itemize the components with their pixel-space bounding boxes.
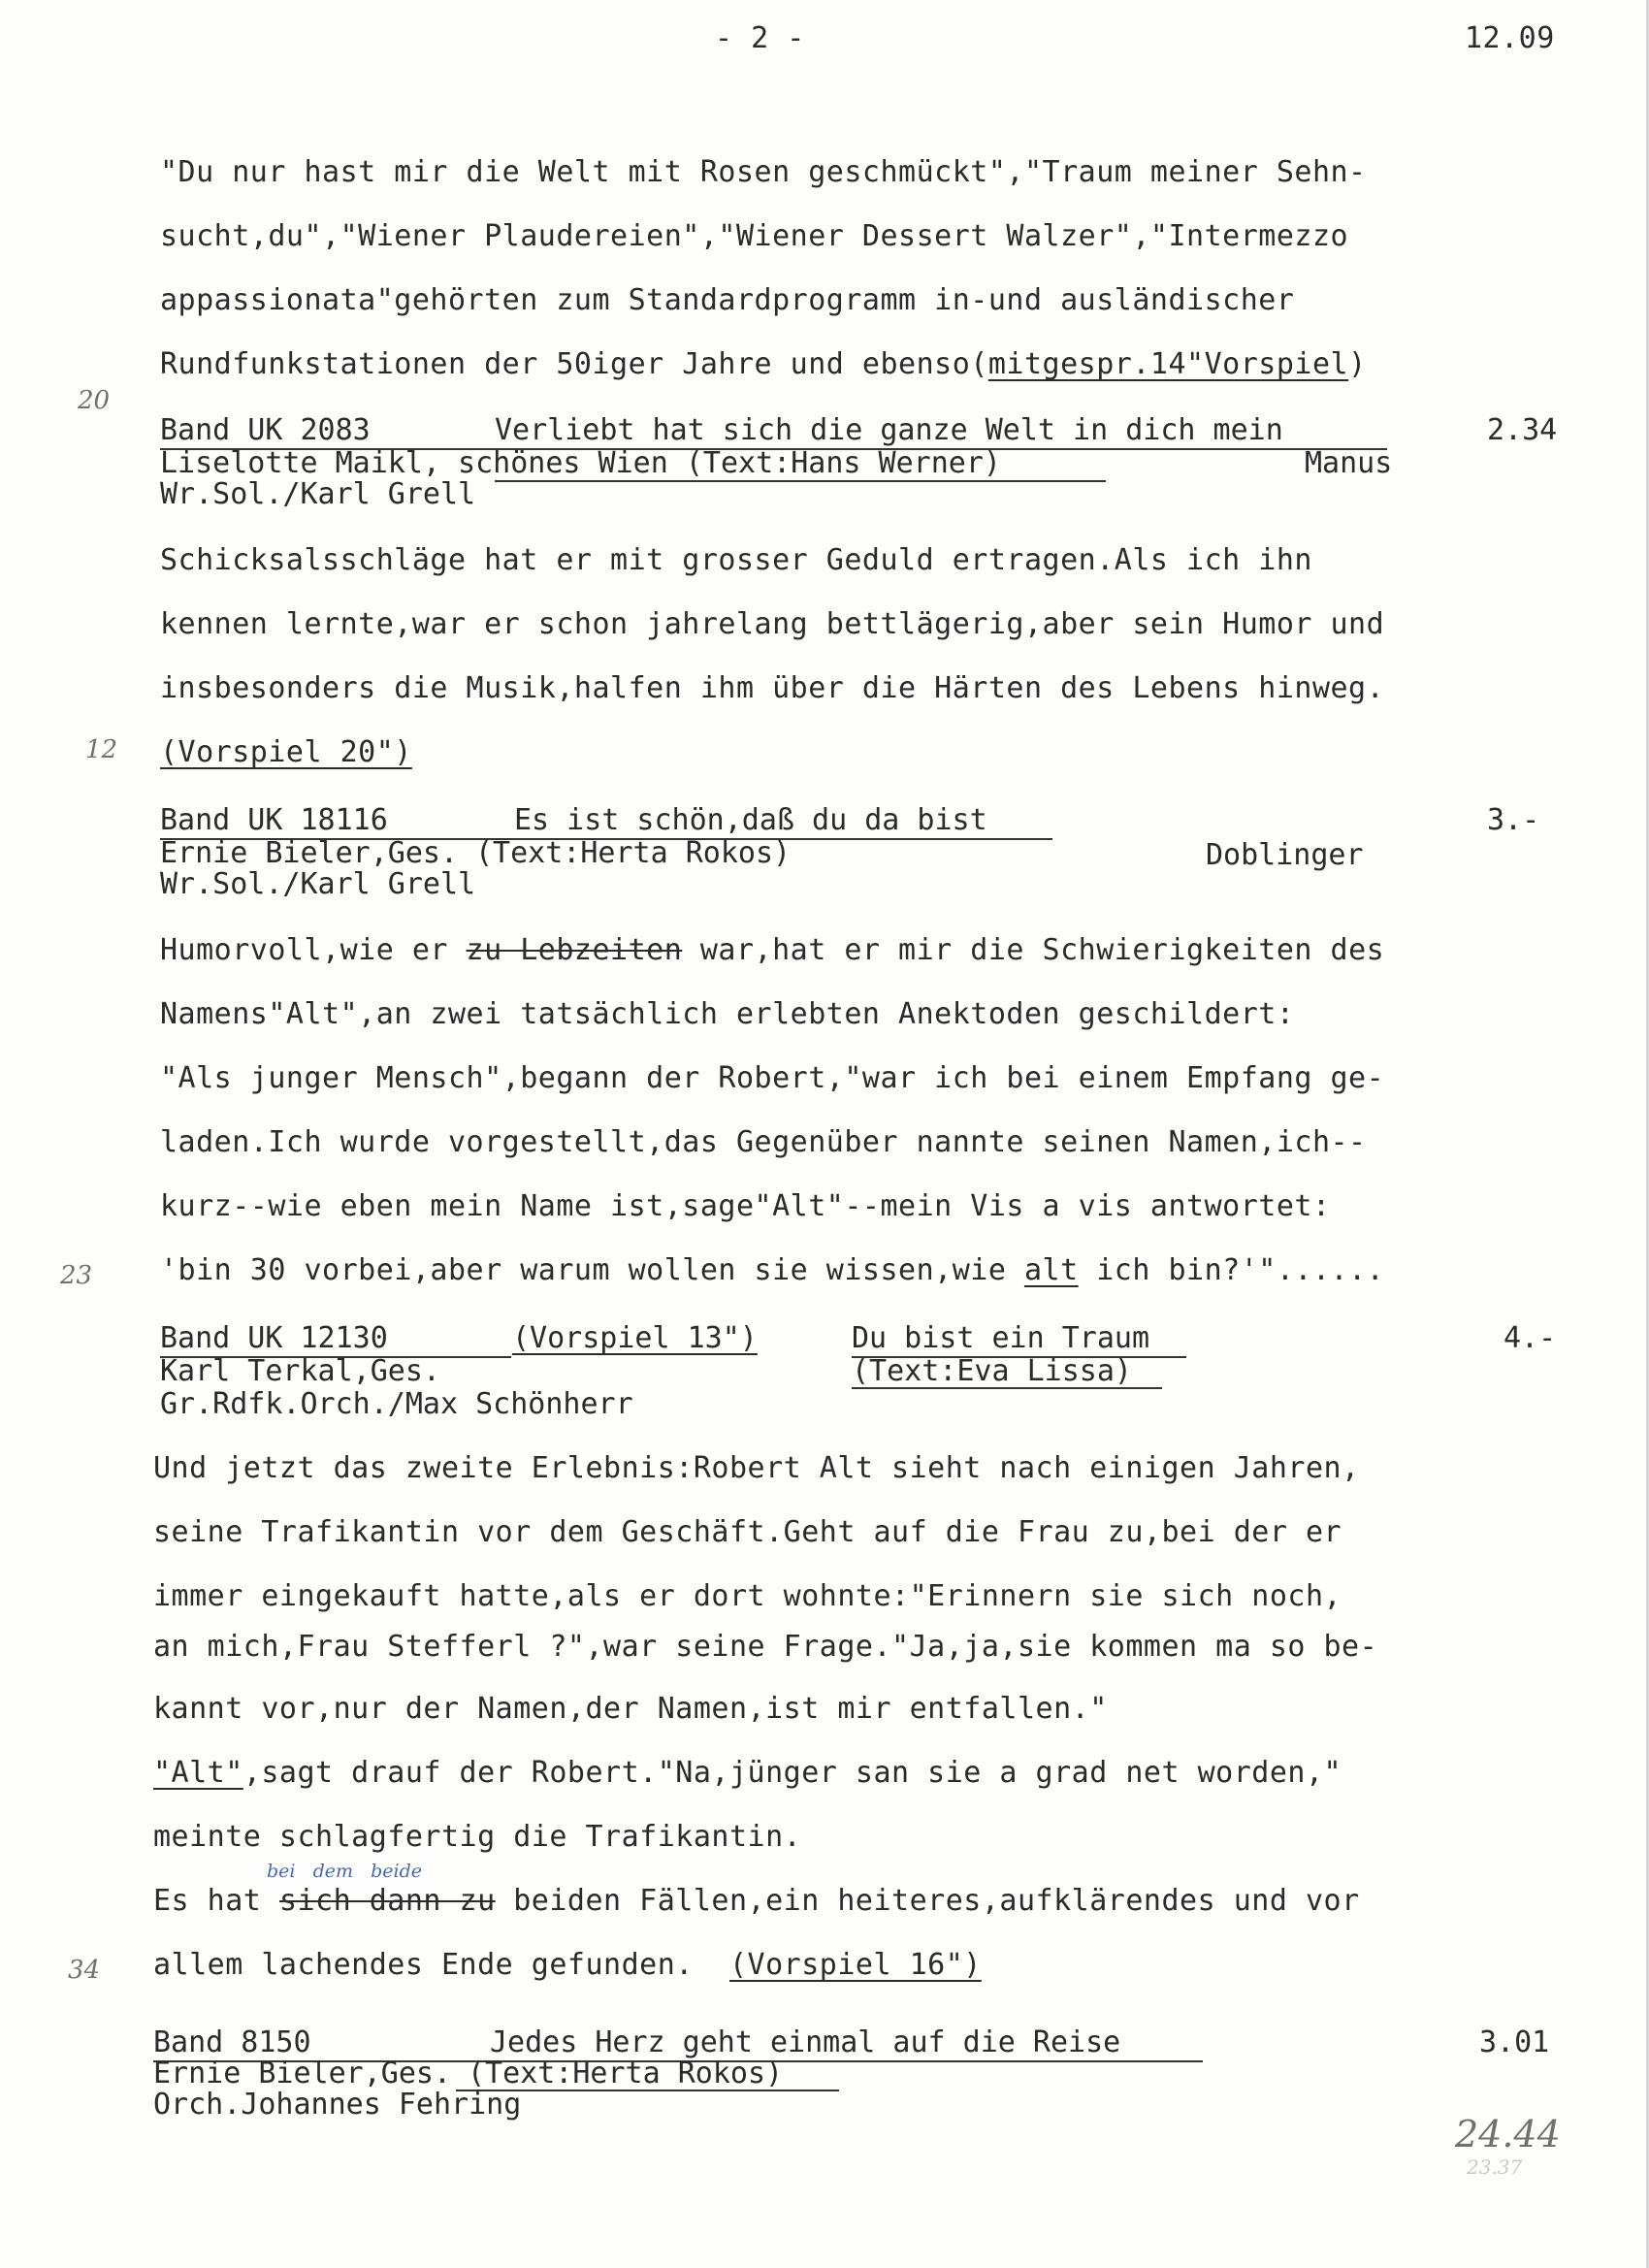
p1-line-2: sucht,du","Wiener Plaudereien","Wiener Dessert Walzer","Intermezzo bbox=[160, 219, 1349, 253]
p3-line-6 bbox=[160, 1253, 1384, 1287]
entry-4-text-credit: (Text:Herta Rokos) bbox=[468, 2057, 784, 2090]
margin-note-34: 34 bbox=[68, 1956, 101, 1985]
p3-line-1-start: Humorvoll,wie er bbox=[160, 933, 467, 967]
entry-1-line-2 bbox=[160, 446, 1001, 480]
entry-4-orchestra: Orch.Johannes Fehring bbox=[153, 2088, 522, 2122]
margin-note-23: 23 bbox=[60, 1261, 93, 1290]
entry-3-vorspiel: (Vorspiel 13") bbox=[512, 1321, 758, 1355]
p5-line-2 bbox=[153, 1948, 982, 1982]
p3-struck-text: zu Lebzeiten bbox=[466, 933, 683, 967]
p5-line-1 bbox=[153, 1884, 1360, 1918]
p2-line-2: kennen lernte,war er schon jahrelang bettlägerig,aber sein Humor und bbox=[160, 607, 1385, 641]
p3-underlined-alt: alt bbox=[1023, 1253, 1079, 1287]
handwritten-total-faint: 23.37 bbox=[1467, 2155, 1523, 2179]
p2-line-3: insbesonders die Musik,halfen ihm über die Härten des Lebens hinweg. bbox=[160, 671, 1385, 705]
p3-line-3: "Als junger Mensch",begann der Robert,"war ich bei einem Empfang ge- bbox=[160, 1061, 1385, 1095]
p4-alt-quote: "Alt" bbox=[153, 1756, 243, 1790]
p3-line-2: Namens"Alt",an zwei tatsächlich erlebten Anektoden geschildert: bbox=[160, 997, 1295, 1031]
entry-1-performer: Liselotte Maikl, bbox=[160, 446, 440, 480]
entry-2-performer: Ernie Bieler,Ges. bbox=[160, 836, 459, 870]
entry-2-orchestra: Wr.Sol./Karl Grell bbox=[160, 867, 476, 901]
page-number: - 2 - bbox=[715, 21, 805, 55]
p4-line-6-rest: ,sagt drauf der Robert."Na,jünger san sie a grad net worden," bbox=[242, 1756, 1342, 1790]
entry-3-orchestra: Gr.Rdfk.Orch./Max Schönherr bbox=[160, 1387, 633, 1421]
p5-line-2-text: allem lachendes Ende gefunden. bbox=[153, 1948, 729, 1982]
handwritten-total: 24.44 bbox=[1455, 2113, 1561, 2155]
margin-note-12: 12 bbox=[85, 735, 118, 764]
margin-note-20: 20 bbox=[78, 386, 111, 415]
entry-2-publisher: Doblinger bbox=[1206, 838, 1364, 872]
page-code: 12.09 bbox=[1465, 21, 1555, 55]
p5-struck-text: sich dann zu bbox=[278, 1884, 496, 1918]
entry-2-duration: 3.- bbox=[1487, 803, 1540, 837]
entry-2-band: Band UK 18116 bbox=[160, 803, 388, 837]
p3-line-6-start: 'bin 30 vorbei,aber warum wollen sie wissen,wie bbox=[160, 1253, 1024, 1287]
p4-line-5: kannt vor,nur der Namen,der Namen,ist mir entfallen." bbox=[153, 1692, 1108, 1726]
p3-line-6-end: ich bin?'"...... bbox=[1078, 1253, 1385, 1287]
entry-1-publisher: Manus bbox=[1305, 446, 1393, 480]
p1-line-4-text: Rundfunkstationen der 50iger Jahre und ebenso( bbox=[160, 347, 988, 381]
entry-1-title-cont: schönes Wien bbox=[458, 446, 668, 480]
p3-line-5: kurz--wie eben mein Name ist,sage"Alt"--mein Vis a vis antwortet: bbox=[160, 1189, 1331, 1223]
p3-line-1-end: war,hat er mir die Schwierigkeiten des bbox=[682, 933, 1385, 967]
p4-line-7: meinte schlagfertig die Trafikantin. bbox=[153, 1820, 802, 1854]
entry-2-title: Es ist schön,daß du da bist bbox=[514, 803, 987, 837]
entry-1-orchestra: Wr.Sol./Karl Grell bbox=[160, 477, 476, 511]
entry-4-duration: 3.01 bbox=[1479, 2025, 1550, 2059]
p1-line-3: appassionata"gehörten zum Standardprogramm in-und ausländischer bbox=[160, 283, 1295, 317]
p5-line-1-end: beiden Fällen,ein heiteres,aufklärendes und vor bbox=[495, 1884, 1360, 1918]
entry-2-text-credit: (Text:Herta Rokos) bbox=[475, 836, 792, 870]
entry-4-band: Band 8150 bbox=[153, 2025, 311, 2059]
entry-3-credit-rule bbox=[852, 1387, 1162, 1389]
p1-line-1: "Du nur hast mir die Welt mit Rosen geschmückt","Traum meiner Sehn- bbox=[160, 155, 1367, 189]
p4-line-1: Und jetzt das zweite Erlebnis:Robert Alt sieht nach einigen Jahren, bbox=[153, 1451, 1360, 1485]
p4-line-3: immer eingekauft hatte,als er dort wohnte:"Erinnern sie sich noch, bbox=[153, 1579, 1342, 1613]
entry-3-performer: Karl Terkal,Ges. bbox=[160, 1354, 440, 1388]
entry-4-performer: Ernie Bieler,Ges. bbox=[153, 2057, 452, 2090]
p5-line-1-start: Es hat bbox=[153, 1884, 279, 1918]
entry-3-title: Du bist ein Traum bbox=[852, 1321, 1150, 1355]
p1-close-paren: ) bbox=[1348, 347, 1367, 381]
entry-4-title: Jedes Herz geht einmal auf die Reise bbox=[490, 2025, 1121, 2059]
p3-line-1 bbox=[160, 933, 1384, 967]
p5-vorspiel-note: (Vorspiel 16") bbox=[728, 1948, 982, 1982]
entry-3-duration: 4.- bbox=[1504, 1321, 1557, 1355]
p3-line-4: laden.Ich wurde vorgestellt,das Gegenüber nannte seinen Namen,ich-- bbox=[160, 1125, 1367, 1159]
p4-line-6 bbox=[153, 1756, 1342, 1790]
p4-line-2: seine Trafikantin vor dem Geschäft.Geht auf die Frau zu,bei der er bbox=[153, 1515, 1342, 1549]
p1-vorspiel-note: mitgespr.14"Vorspiel bbox=[987, 347, 1349, 381]
p2-line-1: Schicksalsschläge hat er mit grosser Geduld ertragen.Als ich ihn bbox=[160, 543, 1312, 577]
entry-1-title-rule bbox=[495, 480, 1106, 482]
p4-line-4: an mich,Frau Stefferl ?",war seine Frage."Ja,ja,sie kommen ma so be- bbox=[153, 1630, 1378, 1664]
p1-line-4 bbox=[160, 347, 1367, 381]
entry-3-band: Band UK 12130 bbox=[160, 1321, 388, 1355]
entry-3-text-credit: (Text:Eva Lissa) bbox=[852, 1354, 1132, 1388]
handwritten-insert: bei dem beide bbox=[267, 1861, 423, 1882]
p2-vorspiel-note: (Vorspiel 20") bbox=[160, 735, 412, 769]
entry-1-text-credit: (Text:Hans Werner) bbox=[667, 446, 1001, 480]
entry-1-title: Verliebt hat sich die ganze Welt in dich mein bbox=[495, 413, 1283, 447]
entry-1-duration: 2.34 bbox=[1487, 413, 1558, 447]
entry-1-band: Band UK 2083 bbox=[160, 413, 371, 447]
